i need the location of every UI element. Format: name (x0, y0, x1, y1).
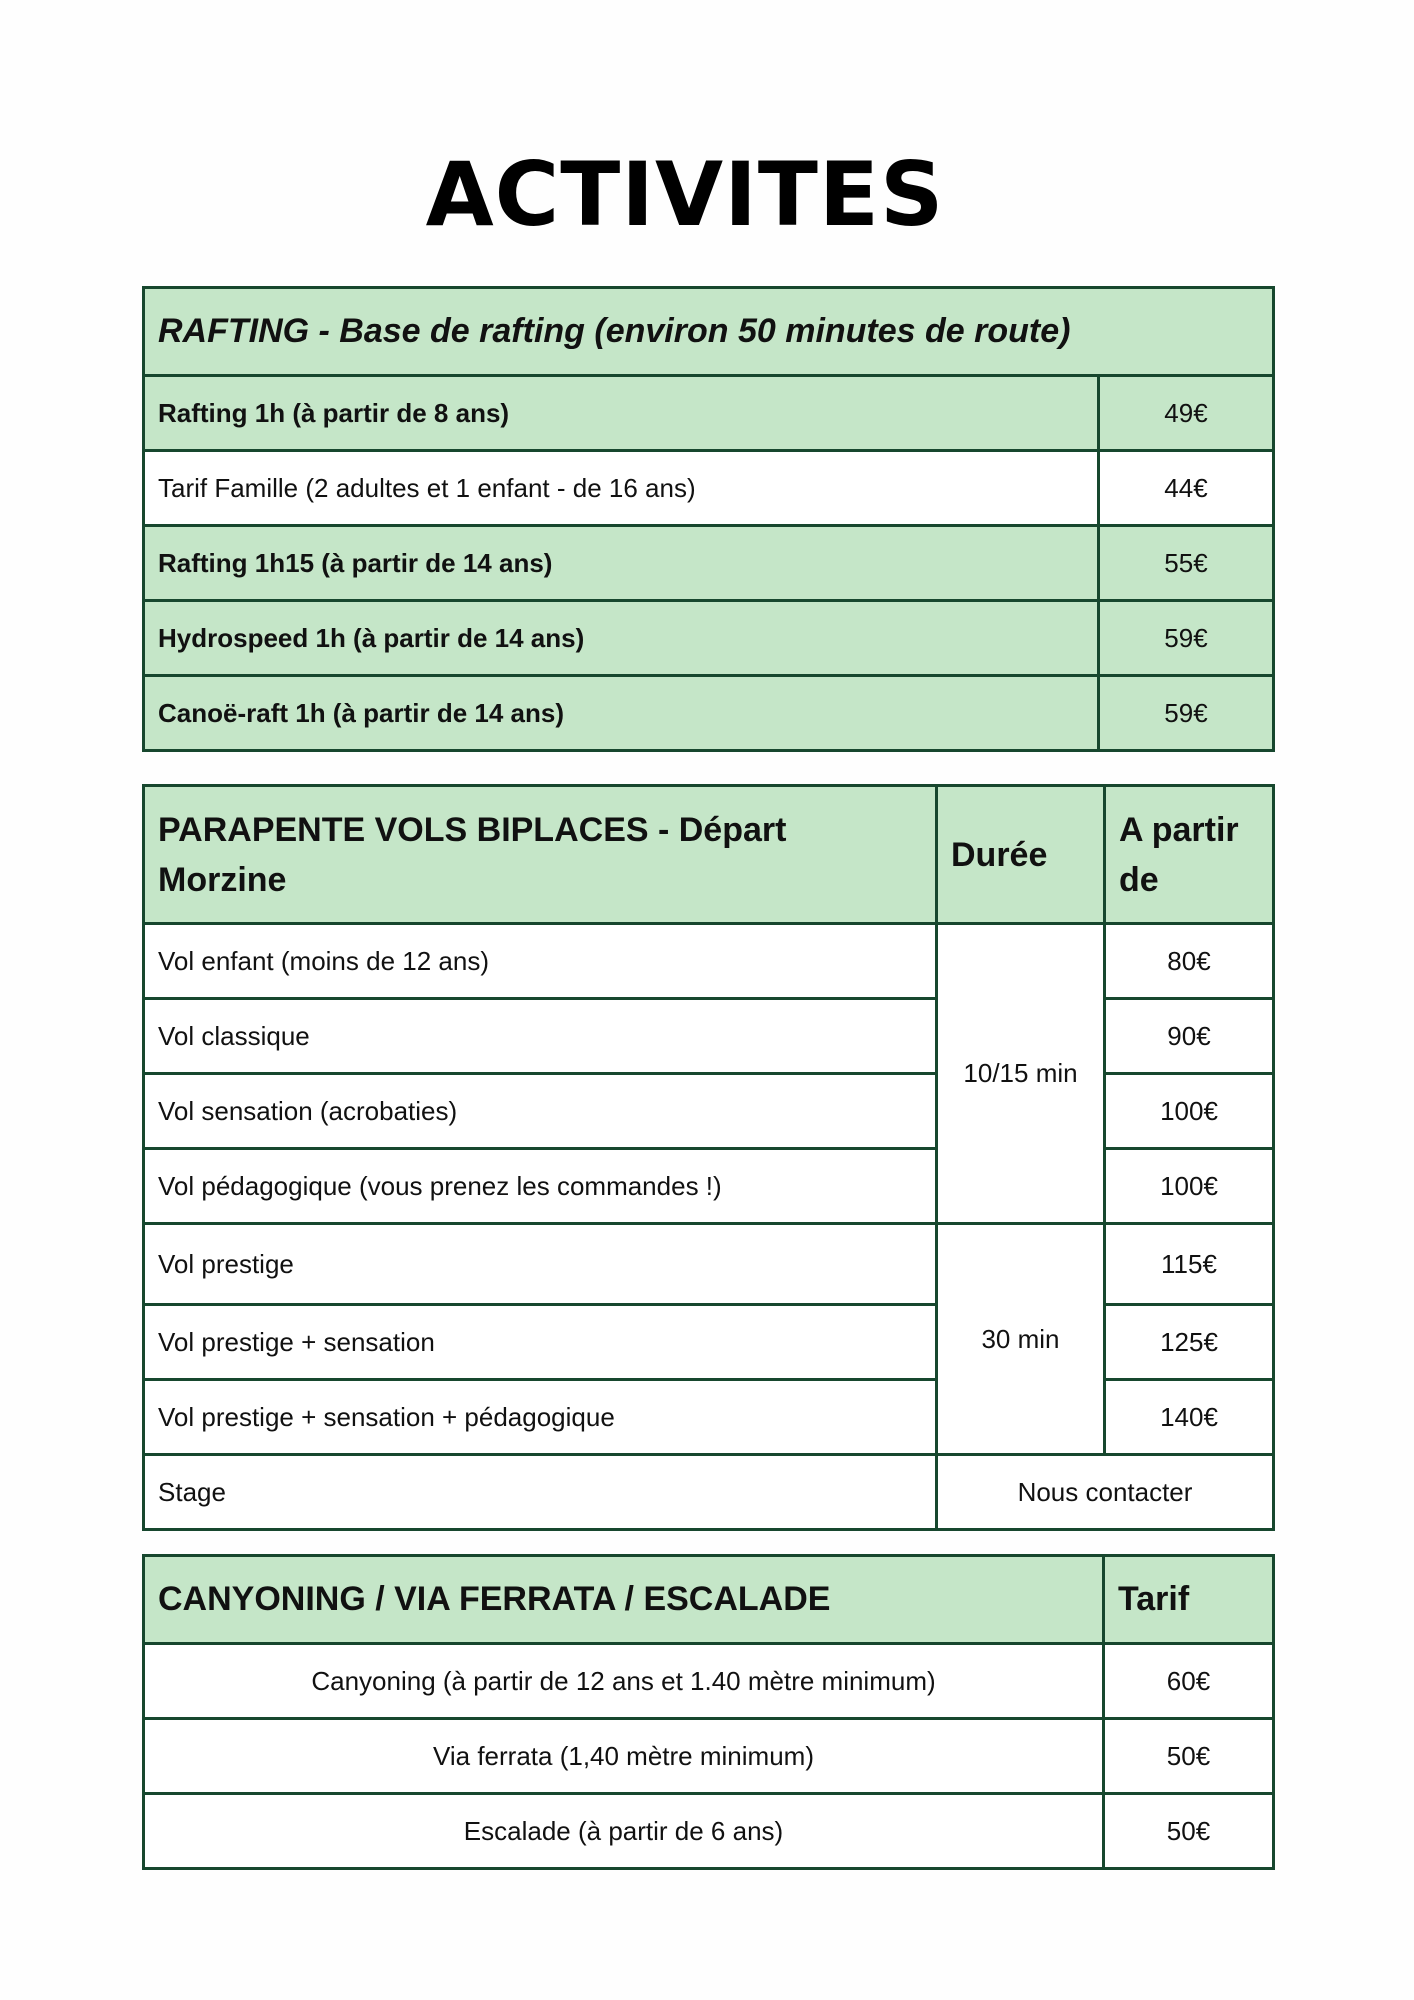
activity-price: 49€ (1099, 376, 1274, 451)
activity-label: Vol prestige + sensation (144, 1305, 937, 1380)
activity-price: 90€ (1105, 999, 1274, 1074)
activity-label: Via ferrata (1,40 mètre minimum) (144, 1719, 1104, 1794)
activity-price: 50€ (1104, 1794, 1274, 1869)
activity-price: 100€ (1105, 1149, 1274, 1224)
parapente-header: PARAPENTE VOLS BIPLACES - Départ Morzine (144, 786, 937, 924)
activity-label: Canoë-raft 1h (à partir de 14 ans) (144, 676, 1099, 751)
duration-cell: 30 min (937, 1224, 1105, 1455)
activity-label: Vol prestige (144, 1224, 937, 1305)
rafting-table (142, 286, 1275, 752)
activity-label: Vol enfant (moins de 12 ans) (144, 924, 937, 999)
activity-label: Hydrospeed 1h (à partir de 14 ans) (144, 601, 1099, 676)
activity-price: 59€ (1099, 676, 1274, 751)
activity-label: Vol sensation (acrobaties) (144, 1074, 937, 1149)
tarif-column-header: Tarif (1104, 1556, 1274, 1644)
stage-label: Stage (144, 1455, 937, 1530)
table-row (144, 1305, 1274, 1380)
activity-price: 60€ (1104, 1644, 1274, 1719)
activity-price: 59€ (1099, 601, 1274, 676)
activity-label: Canyoning (à partir de 12 ans et 1.40 mètre minimum) (144, 1644, 1104, 1719)
table-row (144, 1074, 1274, 1149)
table-row (144, 376, 1274, 451)
table-row (144, 924, 1274, 999)
table-row (144, 1794, 1274, 1869)
rafting-header: RAFTING - Base de rafting (environ 50 minutes de route) (144, 288, 1274, 376)
page-title: ACTIVITES (425, 143, 945, 246)
table-row (144, 526, 1274, 601)
table-row (144, 1644, 1274, 1719)
activity-price: 55€ (1099, 526, 1274, 601)
table-row (144, 1149, 1274, 1224)
activity-label: Vol pédagogique (vous prenez les commandes !) (144, 1149, 937, 1224)
parapente-header-row (144, 786, 1274, 924)
table-row (144, 1224, 1274, 1305)
table-row (144, 1719, 1274, 1794)
price-column-header: A partir de (1105, 786, 1274, 924)
rafting-header-row (144, 288, 1274, 376)
canyoning-header-row (144, 1556, 1274, 1644)
activity-price: 140€ (1105, 1380, 1274, 1455)
table-row (144, 451, 1274, 526)
activity-label: Vol classique (144, 999, 937, 1074)
activity-price: 80€ (1105, 924, 1274, 999)
activity-price: 100€ (1105, 1074, 1274, 1149)
activity-label: Tarif Famille (2 adultes et 1 enfant - de 16 ans) (144, 451, 1099, 526)
duration-column-header: Durée (937, 786, 1105, 924)
activity-label: Rafting 1h (à partir de 8 ans) (144, 376, 1099, 451)
parapente-table (142, 784, 1275, 1531)
table-row (144, 676, 1274, 751)
canyoning-table (142, 1554, 1275, 1870)
table-row (144, 1380, 1274, 1455)
activity-price: 44€ (1099, 451, 1274, 526)
stage-value: Nous contacter (937, 1455, 1274, 1530)
activity-price: 125€ (1105, 1305, 1274, 1380)
activity-price: 50€ (1104, 1719, 1274, 1794)
duration-cell: 10/15 min (937, 924, 1105, 1224)
activity-label: Escalade (à partir de 6 ans) (144, 1794, 1104, 1869)
table-row (144, 1455, 1274, 1530)
table-row (144, 601, 1274, 676)
table-row (144, 999, 1274, 1074)
activity-price: 115€ (1105, 1224, 1274, 1305)
canyoning-header: CANYONING / VIA FERRATA / ESCALADE (144, 1556, 1104, 1644)
activity-label: Vol prestige + sensation + pédagogique (144, 1380, 937, 1455)
activity-label: Rafting 1h15 (à partir de 14 ans) (144, 526, 1099, 601)
